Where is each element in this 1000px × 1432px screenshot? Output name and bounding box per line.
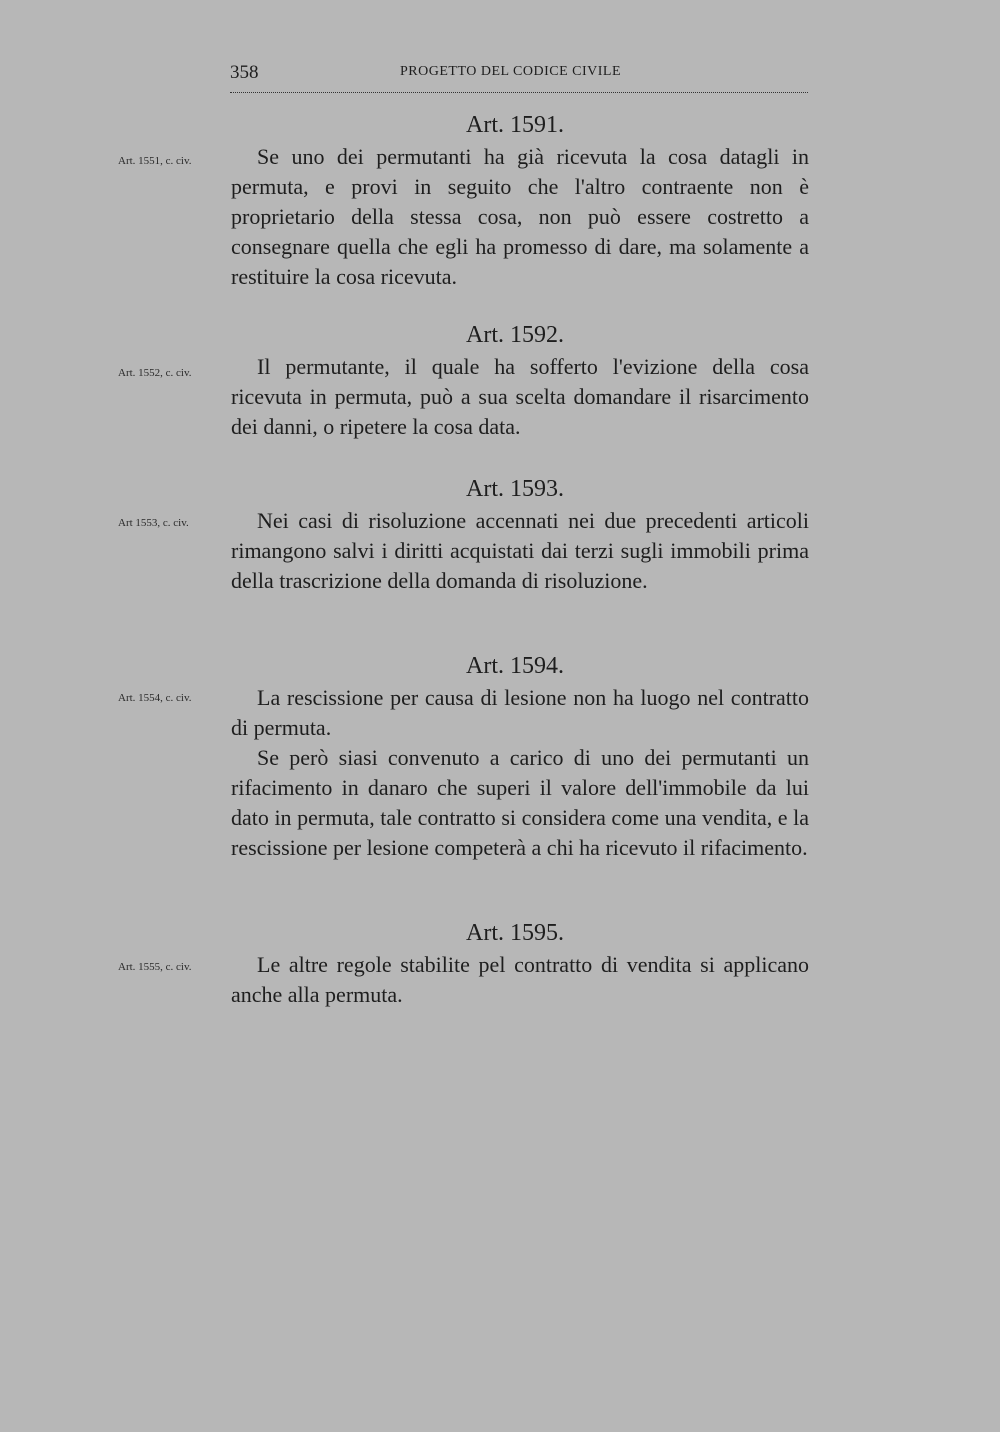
article-heading: Art. 1595. — [466, 920, 564, 946]
article-paragraph: Nei casi di risoluzione accennati nei due precedenti articoli rimangono salvi i diritti acquistati dai terzi sugli immobili prima della trascrizione della domanda di risoluzione. — [231, 508, 809, 593]
article-body — [231, 506, 809, 596]
article-paragraph: Se uno dei permutanti ha già ricevuta la cosa datagli in permuta, e provi in seguito che l'altro contraente non è proprietario della stessa cosa, non può essere costretto a consegnare quella che egli ha promesso di dare, ma solamente a restituire la cosa ricevuta. — [231, 144, 809, 289]
article-heading: Art. 1593. — [466, 476, 564, 502]
article-body — [231, 950, 809, 1010]
article-heading: Art. 1594. — [466, 653, 564, 679]
article-paragraph: Le altre regole stabilite pel contratto di vendita si applicano anche alla permuta. — [231, 952, 809, 1007]
article-heading: Art. 1591. — [466, 112, 564, 138]
running-title: PROGETTO DEL CODICE CIVILE — [400, 64, 622, 79]
article-paragraph: Il permutante, il quale ha sofferto l'evizione della cosa ricevuta in permuta, può a sua scelta domandare il risarcimento dei danni, o ripetere la cosa data. — [231, 354, 809, 439]
margin-reference: Art. 1554, c. civ. — [118, 692, 192, 704]
margin-reference: Art. 1555, c. civ. — [118, 961, 192, 973]
margin-reference: Art. 1552, c. civ. — [118, 367, 192, 379]
article-paragraph: Se però siasi convenuto a carico di uno dei permutanti un rifacimento in danaro che superi il valore dell'immobile da lui dato in permuta, tale contratto si considera come una vendita, e la rescissione per lesione competerà a chi ha ricevuto il rifacimento. — [231, 745, 809, 860]
article-body — [231, 683, 809, 863]
article-body — [231, 352, 809, 442]
article-body — [231, 142, 809, 292]
article-paragraph: La rescissione per causa di lesione non ha luogo nel contratto di permuta. — [231, 685, 809, 740]
margin-reference: Art. 1551, c. civ. — [118, 155, 192, 167]
article-heading: Art. 1592. — [466, 322, 564, 348]
page-number: 358 — [230, 62, 259, 83]
running-header — [230, 62, 808, 93]
margin-reference: Art 1553, c. civ. — [118, 517, 189, 529]
